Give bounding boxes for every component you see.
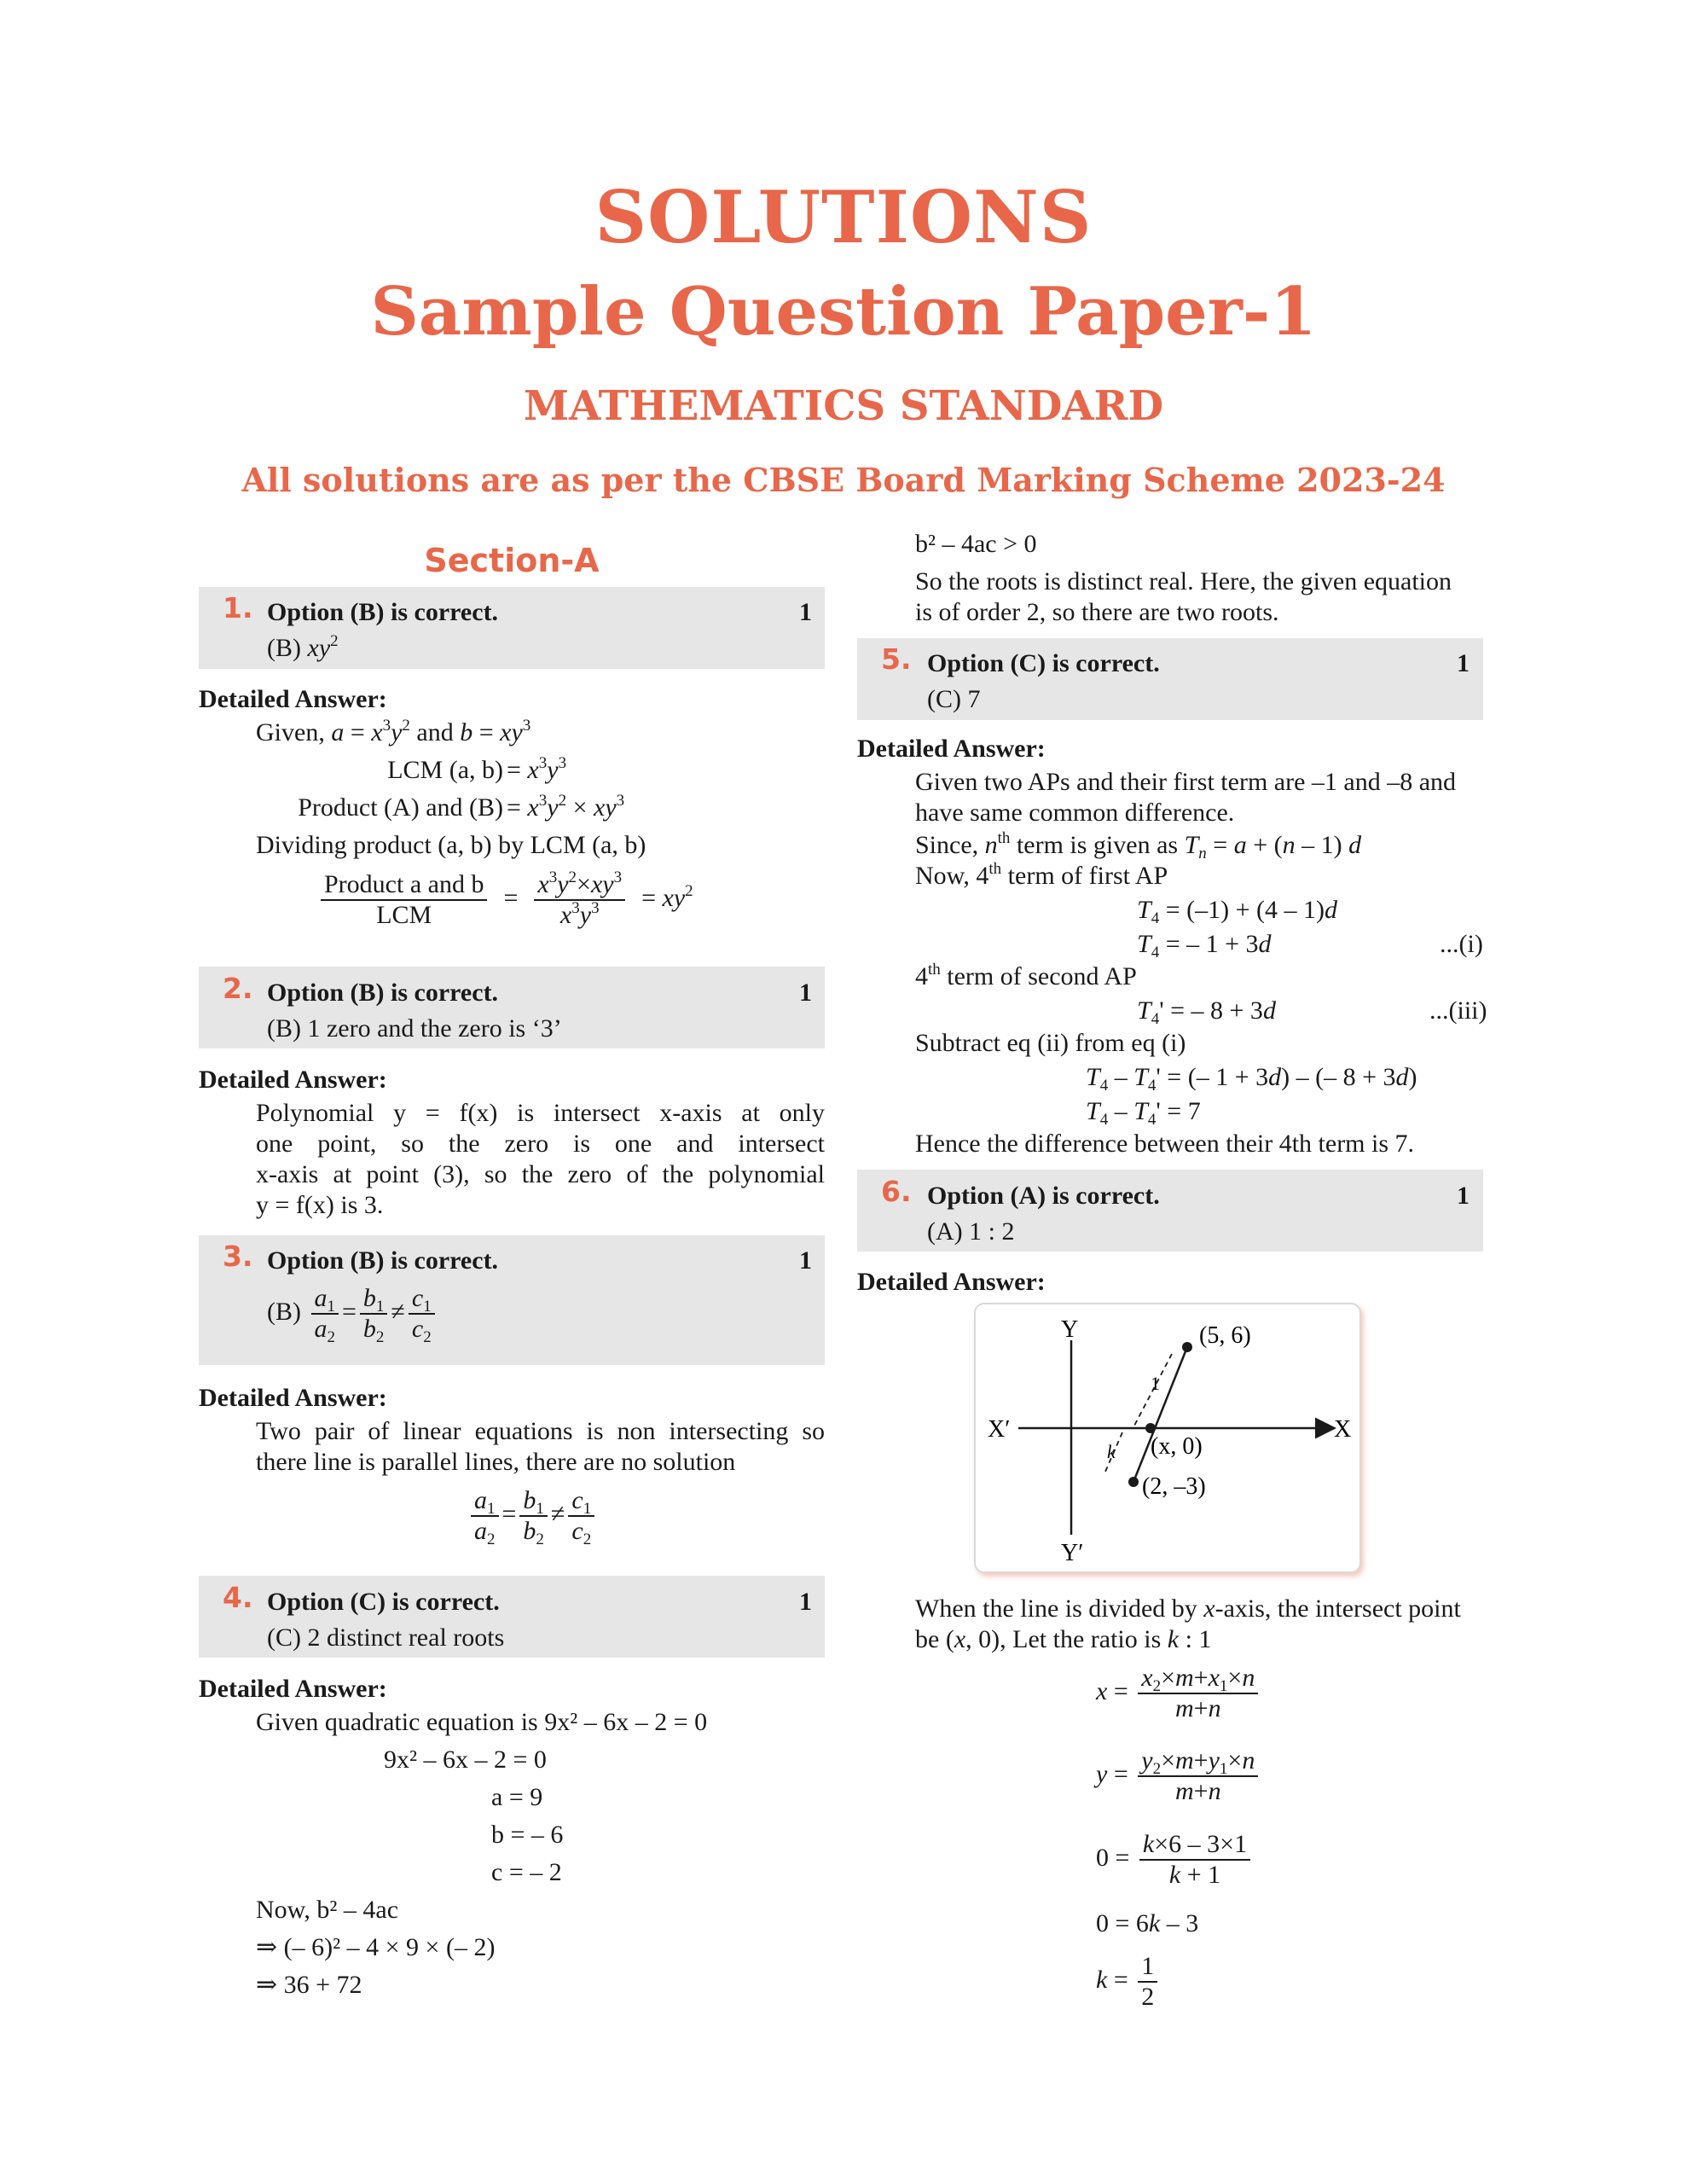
q1-product: Product (A) and (B) bbox=[298, 793, 503, 822]
q5-marks: 1 bbox=[1457, 649, 1470, 677]
q5-number: 5. bbox=[881, 642, 912, 676]
q1-detailed-label: Detailed Answer: bbox=[199, 685, 387, 713]
q4-detailed-label: Detailed Answer: bbox=[199, 1675, 387, 1703]
label-one: 1 bbox=[1151, 1373, 1160, 1394]
label-2-minus3: (2, –3) bbox=[1142, 1473, 1206, 1500]
section-heading: Section-A bbox=[424, 542, 600, 579]
q6-option: (A) 1 : 2 bbox=[927, 1217, 1015, 1246]
q2-option: (B) 1 zero and the zero is ‘3’ bbox=[267, 1014, 562, 1043]
q4-number: 4. bbox=[223, 1581, 253, 1614]
label-y: Y bbox=[1061, 1316, 1079, 1343]
q5-line-7: Hence the difference between their 4th term is 7. bbox=[915, 1130, 1415, 1158]
q2-line-4: y = f(x) is 3. bbox=[256, 1191, 384, 1219]
paper-title: Sample Question Paper-1 bbox=[370, 273, 1317, 351]
q1-lcm-value: = $x^3y^3$ bbox=[507, 754, 567, 784]
label-x-prime: X′ bbox=[988, 1416, 1011, 1443]
point-2-minus3 bbox=[1128, 1477, 1139, 1487]
q6-detailed-label: Detailed Answer: bbox=[857, 1268, 1046, 1296]
q6-number: 6. bbox=[881, 1175, 912, 1208]
q5-eq-2: $T_4$ = – 1 + 3d bbox=[1137, 930, 1272, 961]
q5-line-4: Now, 4th term of first AP bbox=[915, 860, 1168, 890]
q3-detailed-label: Detailed Answer: bbox=[199, 1384, 387, 1412]
q1-heading: Option (B) is correct. bbox=[267, 598, 499, 626]
q2-line-2: one point, so the zero is one and intersect bbox=[256, 1130, 825, 1158]
q1-fraction-equation: $\frac{\text{Product a and b}}{\text{LCM}}$ = $\frac{x^3y^2\times xy^3}{x^3y^3}$ = $xy^2$ bbox=[317, 870, 693, 930]
q6-zero-formula: 0 = $\frac{k\times 6 - 3\times 1}{k + 1}$ bbox=[1096, 1830, 1254, 1890]
q5-ref-2: ...(iii) bbox=[1429, 996, 1487, 1025]
q3-line-1: Two pair of linear equations is non intersecting so bbox=[256, 1417, 825, 1445]
q2-line-3: x-axis at point (3), so the zero of the polynomial bbox=[256, 1160, 825, 1188]
q6-x-formula: x = $\frac{x_2\times m+x_1\times n}{m+n}$ bbox=[1096, 1664, 1261, 1723]
q4-heading: Option (C) is correct. bbox=[267, 1588, 500, 1616]
label-x: X bbox=[1334, 1416, 1352, 1443]
q4-eq-4: c = – 2 bbox=[491, 1858, 562, 1886]
q2-number: 2. bbox=[223, 972, 253, 1005]
q4-step-2: ⇒ 36 + 72 bbox=[256, 1971, 362, 1999]
q6-graph-svg bbox=[976, 1304, 1359, 1571]
q5-line-1: Given two APs and their first term are –1 and –8 and bbox=[915, 768, 1457, 796]
marking-scheme-note: All solutions are as per the CBSE Board Marking Scheme 2023-24 bbox=[241, 461, 1446, 499]
q6-k-value: k = $\frac{1}{2}$ bbox=[1096, 1952, 1161, 2012]
q4-conclusion-2: is of order 2, so there are two roots. bbox=[915, 598, 1279, 626]
q4-now: Now, b² – 4ac bbox=[256, 1896, 399, 1924]
label-x-0: (x, 0) bbox=[1151, 1433, 1203, 1460]
q2-marks: 1 bbox=[799, 979, 812, 1007]
q5-eq-5: $T_4 - T_4' = 7$ bbox=[1086, 1097, 1201, 1129]
q5-line-6: Subtract eq (ii) from eq (i) bbox=[915, 1029, 1186, 1057]
q1-option: (B) $xy^2$ bbox=[267, 632, 339, 662]
q3-option: (B) $\frac{a_1}{a_2}$ = $\frac{b_1}{b_2}$ ≠ $\frac{c_1}{c_2}$ bbox=[267, 1284, 438, 1344]
q1-product-value: = $x^3y^2 \times xy^3$ bbox=[507, 792, 625, 822]
q5-detailed-label: Detailed Answer: bbox=[857, 735, 1046, 763]
q4-eq-1: 9x² – 6x – 2 = 0 bbox=[384, 1745, 547, 1774]
label-5-6: (5, 6) bbox=[1199, 1322, 1251, 1349]
q6-line-1: When the line is divided by x-axis, the intersect point bbox=[915, 1594, 1461, 1623]
q2-line-1: Polynomial y = f(x) is intersect x-axis at only bbox=[256, 1099, 825, 1127]
q5-heading: Option (C) is correct. bbox=[927, 649, 1160, 677]
q4-given: Given quadratic equation is 9x² – 6x – 2 = 0 bbox=[256, 1708, 708, 1736]
q6-line-2: be (x, 0), Let the ratio is k : 1 bbox=[915, 1625, 1212, 1653]
point-x-0 bbox=[1145, 1423, 1156, 1433]
q2-heading: Option (B) is correct. bbox=[267, 979, 499, 1007]
q1-dividing: Dividing product (a, b) by LCM (a, b) bbox=[256, 831, 646, 859]
q4-conclusion-1: So the roots is distinct real. Here, the given equation bbox=[915, 567, 1452, 595]
q1-frac-num: Product a and b bbox=[321, 870, 487, 901]
q5-eq-1: $T_4 = (-1) + (4 - 1)d$ bbox=[1137, 896, 1337, 927]
q5-line-2: have same common difference. bbox=[915, 799, 1235, 827]
q6-graph bbox=[974, 1303, 1361, 1573]
q5-eq-4: $T_4 - T_4'$ = (– 1 + 3d) – (– 8 + 3d) bbox=[1086, 1063, 1417, 1095]
q6-heading: Option (A) is correct. bbox=[927, 1182, 1160, 1210]
point-5-6 bbox=[1182, 1342, 1192, 1352]
q1-lcm: LCM (a, b) bbox=[387, 756, 503, 784]
q4-eq-2: a = 9 bbox=[491, 1783, 543, 1811]
q3-ratio-condition: $\frac{a_1}{a_2}$ = $\frac{b_1}{b_2}$ ≠ $\frac{c_1}{c_2}$ bbox=[467, 1486, 598, 1546]
q4-discriminant: b² – 4ac > 0 bbox=[915, 530, 1037, 558]
subject-title: MATHEMATICS STANDARD bbox=[523, 382, 1164, 430]
q5-line-5: 4th term of second AP bbox=[915, 961, 1137, 990]
q1-marks: 1 bbox=[799, 598, 812, 626]
q4-step-1: ⇒ (– 6)² – 4 × 9 × (– 2) bbox=[256, 1933, 496, 1961]
q4-marks: 1 bbox=[799, 1588, 812, 1616]
q3-line-2: there line is parallel lines, there are no solution bbox=[256, 1448, 736, 1476]
label-k: k bbox=[1107, 1441, 1116, 1462]
q3-number: 3. bbox=[223, 1240, 253, 1273]
q4-option: (C) 2 distinct real roots bbox=[267, 1623, 505, 1652]
label-y-prime: Y′ bbox=[1061, 1540, 1084, 1566]
q4-eq-3: b = – 6 bbox=[491, 1821, 564, 1849]
q6-eq-3: 0 = 6k – 3 bbox=[1096, 1909, 1199, 1937]
q3-marks: 1 bbox=[799, 1246, 812, 1275]
q5-option: (C) 7 bbox=[927, 685, 981, 713]
solutions-title: SOLUTIONS bbox=[594, 175, 1093, 259]
q5-line-3: Since, $n^{th}$ term is given as $T_n = a + (n - 1)$ d bbox=[915, 829, 1362, 863]
q1-frac-den: LCM bbox=[376, 901, 432, 929]
q6-y-formula: y = $\frac{y_2\times m+y_1\times n}{m+n}$ bbox=[1096, 1746, 1261, 1806]
q1-number: 1. bbox=[223, 591, 253, 624]
q6-marks: 1 bbox=[1457, 1182, 1470, 1210]
q5-ref-1: ...(i) bbox=[1440, 930, 1483, 958]
q1-given: Given, $a = x^3y^2$ and $b = xy^3$ bbox=[256, 717, 531, 746]
line-segment bbox=[1133, 1347, 1187, 1482]
q2-detailed-label: Detailed Answer: bbox=[199, 1066, 387, 1094]
q5-eq-3: $T_4'$ = – 8 + 3d bbox=[1137, 996, 1276, 1028]
q3-heading: Option (B) is correct. bbox=[267, 1246, 499, 1275]
